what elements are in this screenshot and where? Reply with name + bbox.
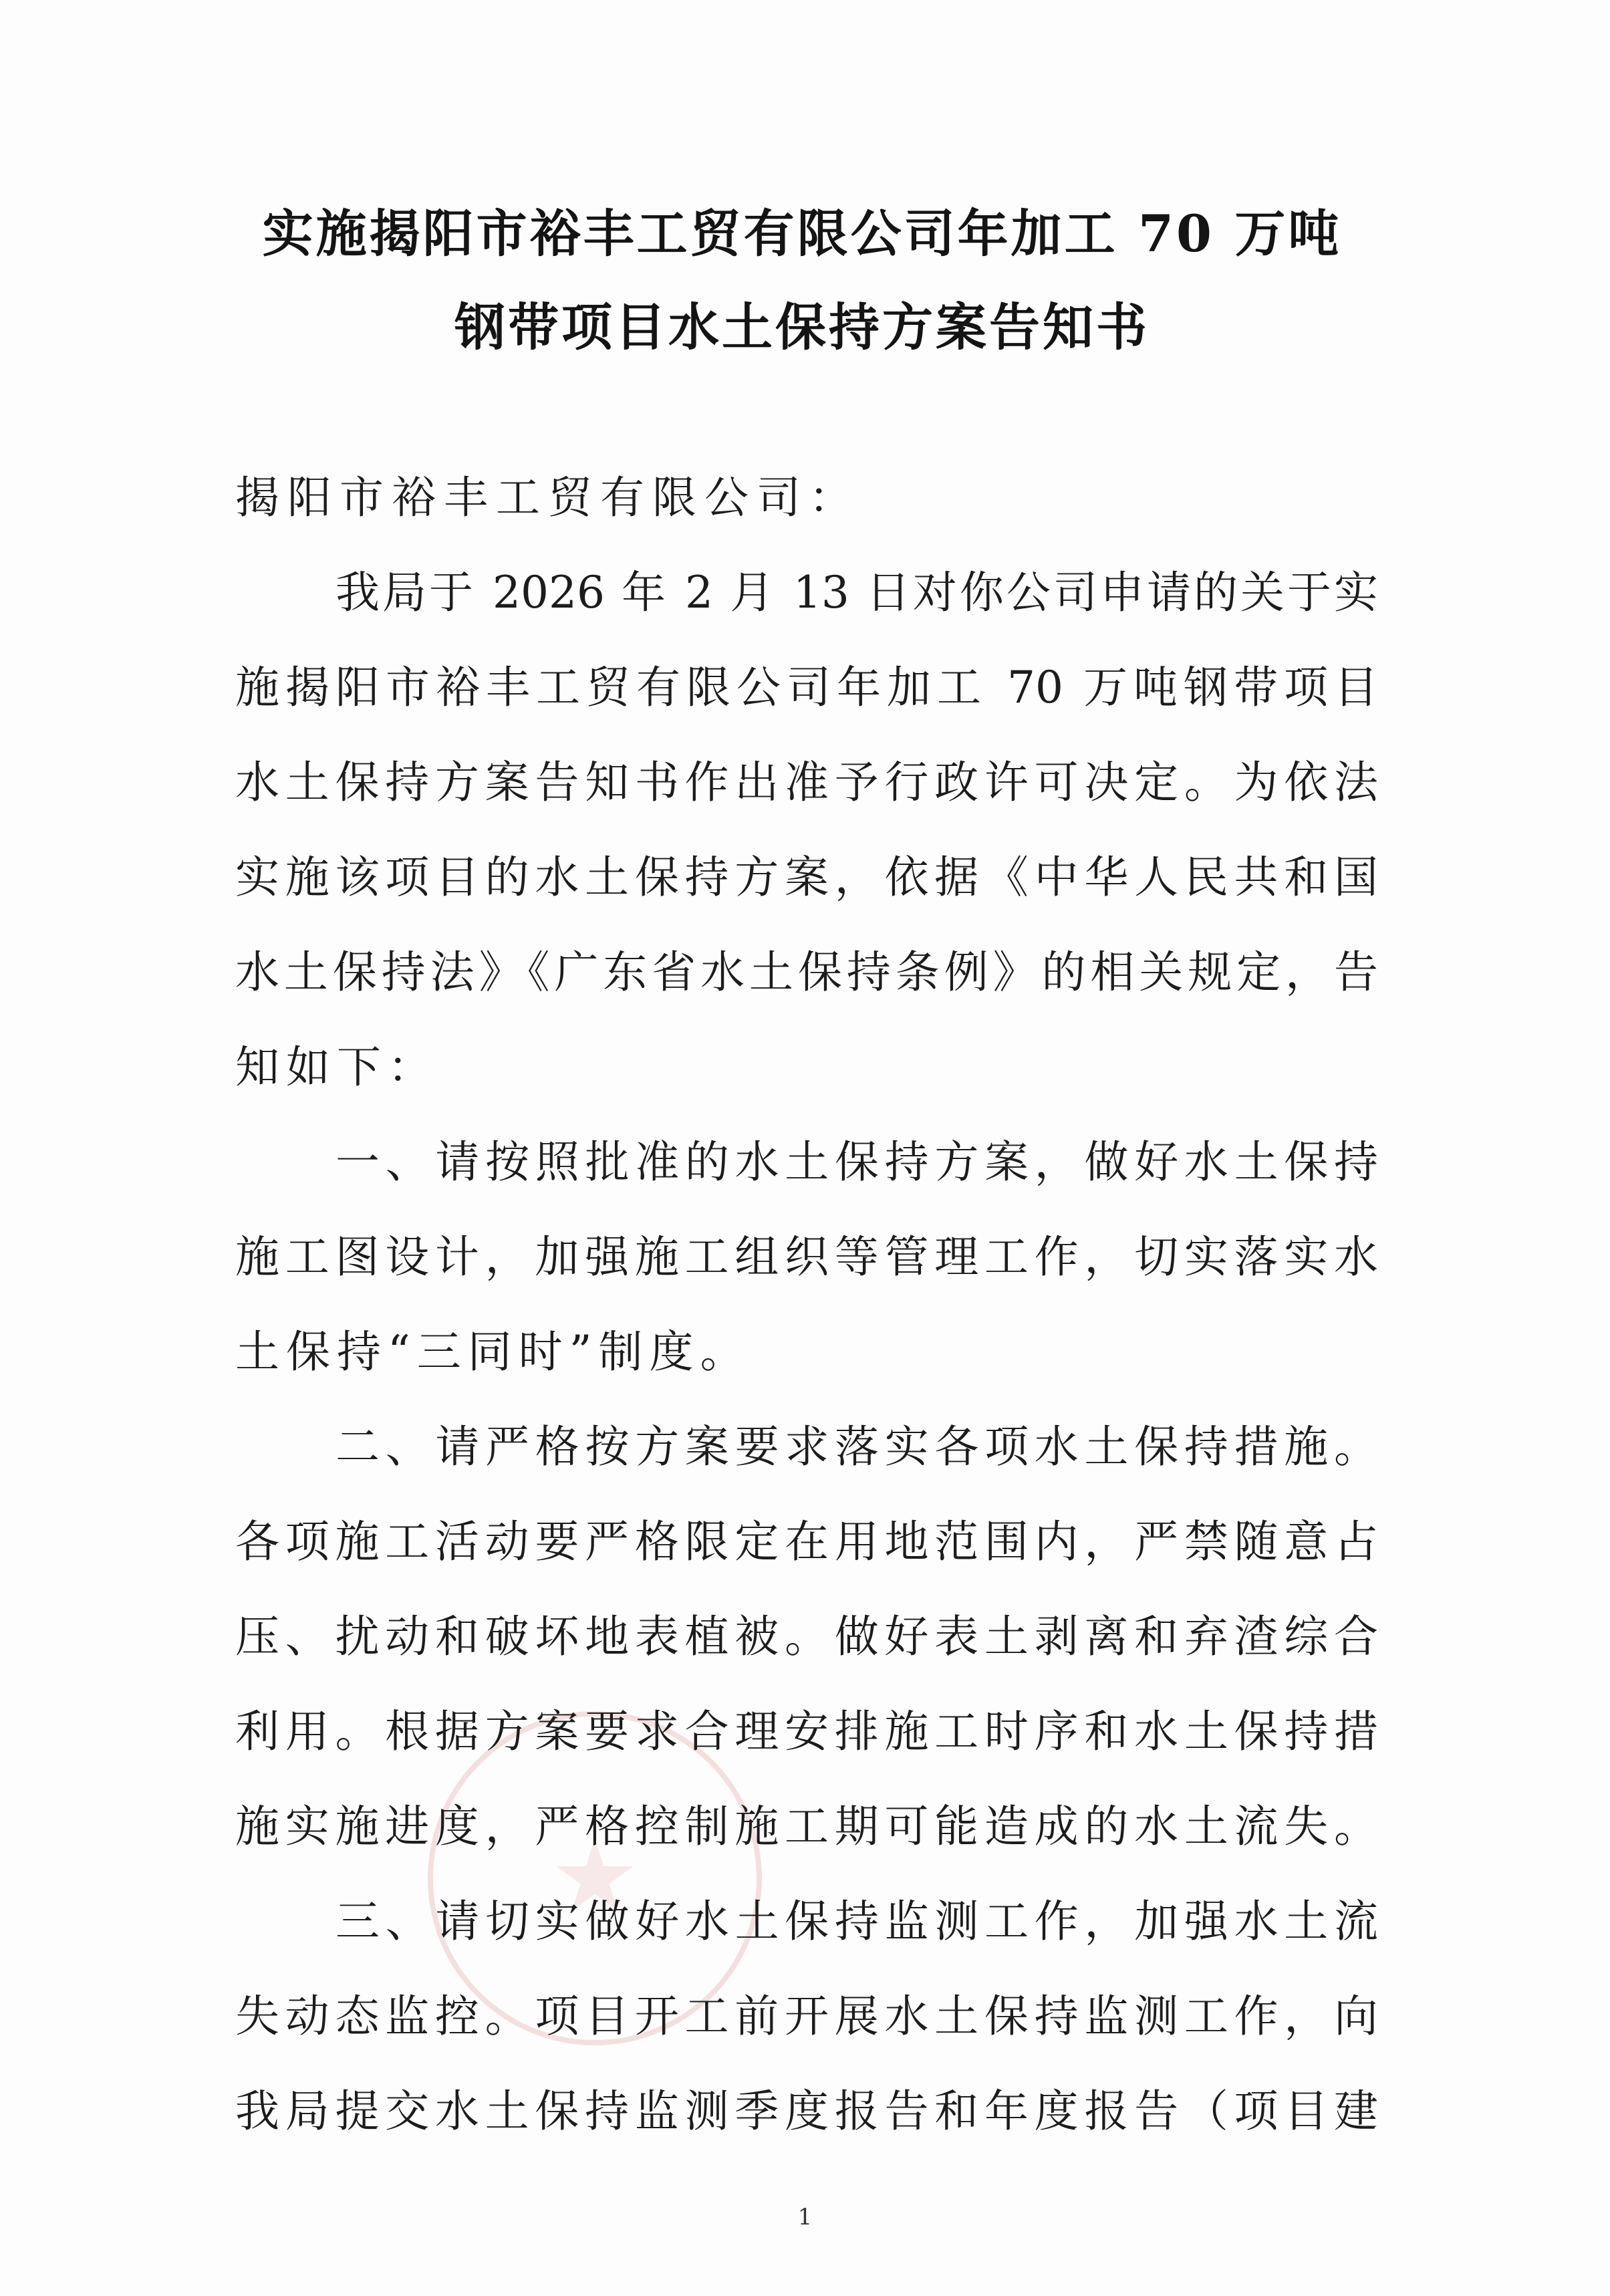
body-line: 压、扰动和破坏地表植被。做好表土剥离和弃渣综合: [235, 1611, 1378, 1662]
document-title-line-1: 实施揭阳市裕丰工贸有限公司年加工 70 万吨: [262, 204, 1342, 263]
body-line: 施工图设计，加强施工组织等管理工作，切实落实水: [235, 1231, 1378, 1283]
body-line: 水土保持法》《广东省水土保持条例》的相关规定，告: [235, 946, 1378, 998]
body-line: 失动态监控。项目开工前开展水土保持监测工作，向: [235, 1991, 1378, 2042]
body-line: 我局于 2026 年 2 月 13 日对你公司申请的关于实: [336, 567, 1378, 618]
body-line: 二、请严格按方案要求落实各项水土保持措施。: [336, 1421, 1378, 1473]
body-line: 水土保持方案告知书作出准予行政许可决定。为依法: [235, 757, 1378, 808]
salutation: 揭阳市裕丰工贸有限公司：: [235, 472, 861, 523]
document-title-line-2: 钢带项目水土保持方案告知书: [454, 297, 1150, 357]
body-line: 各项施工活动要严格限定在用地范围内，严禁随意占: [235, 1516, 1378, 1567]
body-line: 三、请切实做好水土保持监测工作，加强水土流: [336, 1896, 1378, 1947]
body-line: 施揭阳市裕丰工贸有限公司年加工 70 万吨钢带项目: [235, 662, 1378, 713]
body-line: 一、请按照批准的水土保持方案，做好水土保持: [336, 1136, 1378, 1188]
body-line: 实施该项目的水土保持方案，依据《中华人民共和国: [235, 852, 1378, 903]
body-line: 知如下：: [235, 1041, 438, 1093]
body-line: 利用。根据方案要求合理安排施工时序和水土保持措: [235, 1706, 1378, 1757]
body-line: 施实施进度，严格控制施工期可能造成的水土流失。: [235, 1801, 1378, 1852]
body-line: 土保持“三同时”制度。: [235, 1326, 751, 1378]
page-number: 1: [797, 2204, 813, 2230]
body-line: 我局提交水土保持监测季度报告和年度报告（项目建: [235, 2085, 1378, 2137]
